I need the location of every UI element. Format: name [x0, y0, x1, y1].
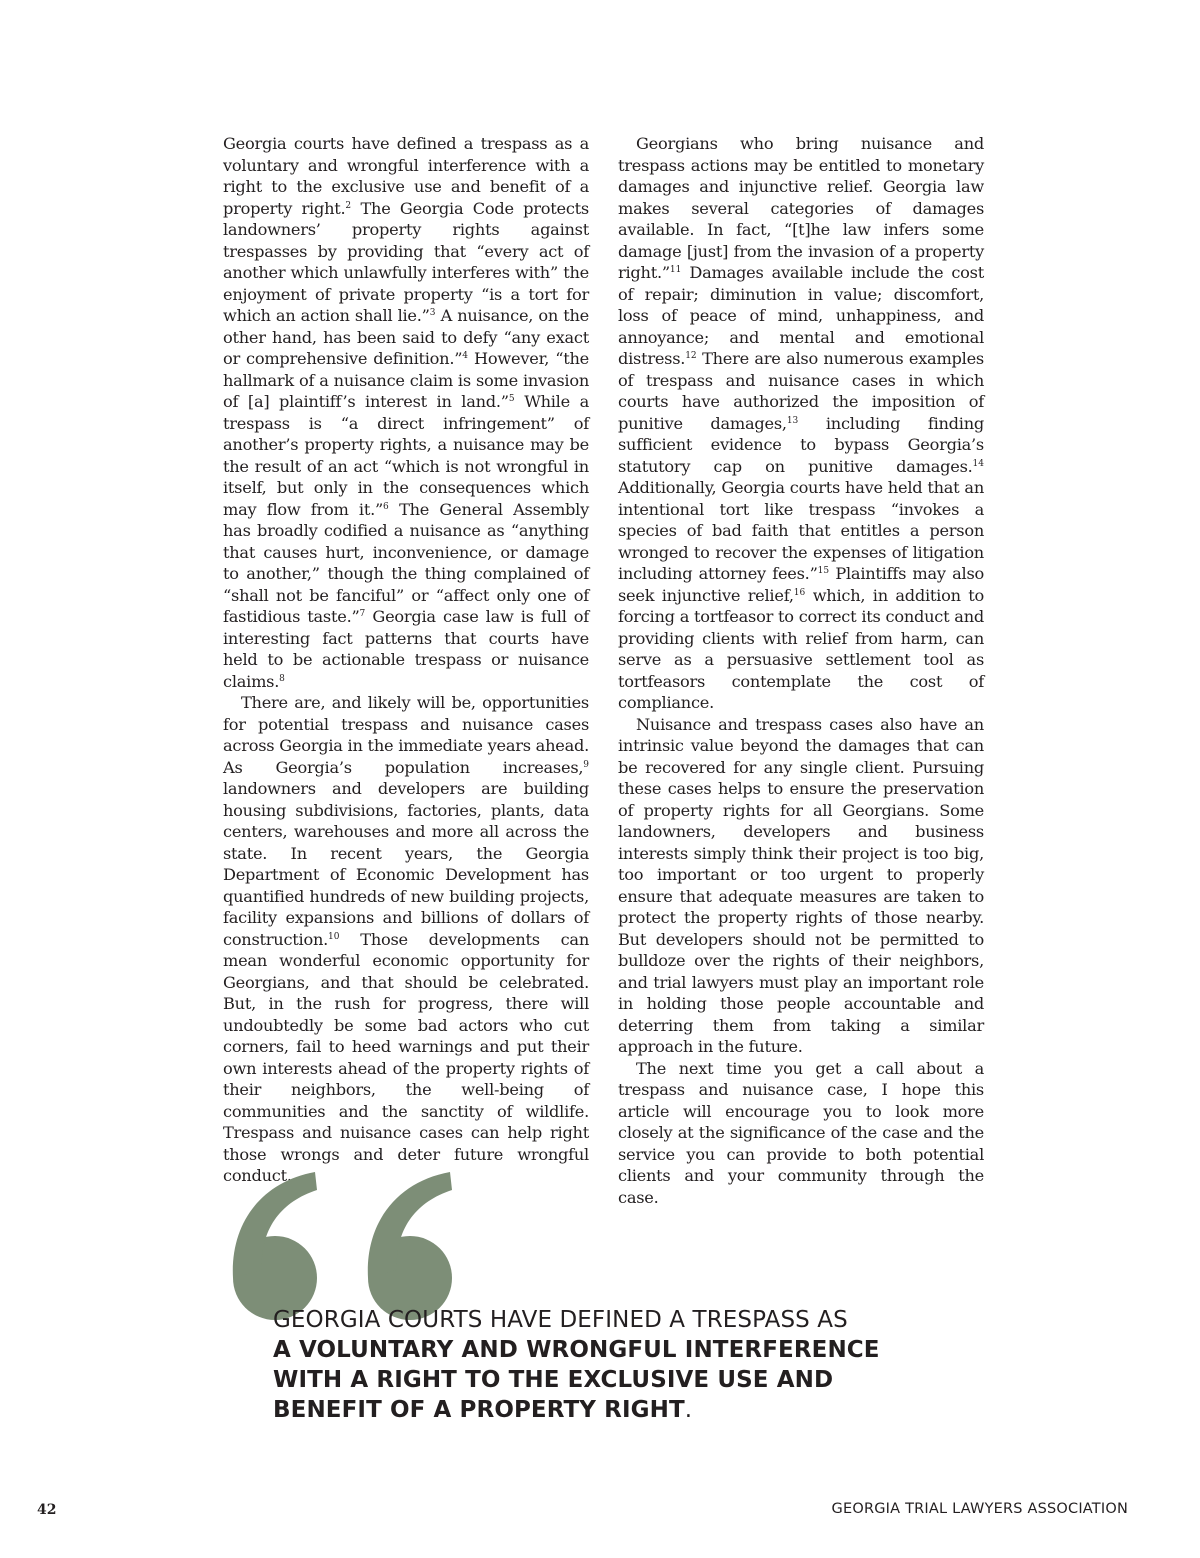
- footnote-ref: 11: [669, 265, 682, 275]
- footnote-ref: 4: [462, 351, 469, 361]
- page-number: 42: [37, 1502, 57, 1518]
- paragraph: The next time you get a call about a trespass and nuisance case, I hope this article will encourage you to look more closely at the significance of the case and the service you can provide to both potential clients and your community through the case.: [618, 1058, 984, 1207]
- footnote-ref: 2: [345, 200, 352, 211]
- footnote-ref: 8: [279, 673, 285, 684]
- paragraph: Georgia courts have defined a trespass as a voluntary and wrongful interference with a right to the exclusive use and benefit of a property right.$^2$ The Georgia Code protects landowners’ property rights against trespasses by providing that “every act of another which unlawfully interferes with” the enjoyment of private property “is a tort for which an action shall lie.”$^3$ A nuisance, on the other hand, has been said to defy “any exact or comprehensive definition.”$^4$ However, “the hallmark of a nuisance claim is some invasion of [a] plaintiff’s interest in land.”$^5$ While a trespass is “a direct infringement” of another’s property rights, a nuisance may be the result of an act “which is not wrongful in itself, but only in the consequences which may flow from it.”$^6$ The General Assembly has broadly codified a nuisance as “anything that causes hurt, inconvenience, or damage to another,” though the thing complained of “shall not be fanciful” or “affect only one of fastidious taste.”$^7$ Georgia case law is full of interesting fact patterns that courts have held to be actionable trespass or nuisance claims.$^8$: [223, 134, 590, 691]
- pull-quote-bold-text: A VOLUNTARY AND WRONGFUL INTERFERENCE WITH A RIGHT TO THE EXCLUSIVE USE AND BENEFIT OF A PROPERTY RIGHT: [273, 1337, 880, 1423]
- quote-mark-icon: [220, 1170, 460, 1320]
- footnote-ref: 16: [793, 587, 806, 598]
- paragraph: There are, and likely will be, opportunities for potential trespass and nuisance cases across Georgia in the immediate years ahead. As Georgia’s population increases,$^9$ landowners and developers are building housing subdivisions, factories, plants, data centers, warehouses and more all across the state. In recent years, the Georgia Department of Economic Development has quantified hundreds of new building projects, facility expansions and billions of dollars of construction.$^{10}$ Those developments can mean wonderful economic opportunity for Georgians, and that should be celebrated. But, in the rush for progress, there will undoubtedly be some bad actors who cut corners, fail to heed warnings and put their own interests ahead of the property rights of their neighbors, the well-being of communities and the sanctity of wildlife. Trespass and nuisance cases can help right those wrongs and deter future wrongful conduct.: [223, 693, 589, 1185]
- footnote-ref: 5: [508, 394, 515, 404]
- pull-quote-lead: GEORGIA COURTS HAVE DEFINED A TRESPASS AS: [273, 1307, 848, 1333]
- footnote-ref: 12: [685, 351, 697, 361]
- pull-quote-period: .: [684, 1397, 693, 1423]
- footnote-ref: 13: [786, 415, 799, 426]
- article-body: [223, 133, 984, 1208]
- paragraph: Georgians who bring nuisance and trespass actions may be entitled to monetary damages and injunctive relief. Georgia law makes several categories of damages available. In fact, “[t]he law infers some damage [just] from the invasion of a property right.”$^{11}$ Damages available include the cost of repair; diminution in value; discomfort, loss of peace of mind, unhappiness, and annoyance; and mental and emotional distress.$^{12}$ There are also numerous examples of trespass and nuisance cases in which courts have authorized the imposition of punitive damages,$^{13}$ including finding sufficient evidence to bypass Georgia’s statutory cap on punitive damages.$^{14}$ Additionally, Georgia courts have held that an intentional tort like trespass “invokes a species of bad faith that entitles a person wronged to recover the expenses of litigation including attorney fees.”$^{15}$ Plaintiffs may also seek injunctive relief,$^{16}$ which, in addition to forcing a tortfeasor to correct its conduct and providing clients with relief from harm, can serve as a persuasive settlement tool as tortfeasors contemplate the cost of compliance.: [618, 134, 985, 712]
- footnote-ref: 9: [583, 759, 589, 770]
- publication-name: GEORGIA TRIAL LAWYERS ASSOCIATION: [831, 1501, 1128, 1517]
- article-column-right: [618, 133, 984, 1208]
- quote-mark-left: [233, 1172, 317, 1320]
- pull-quote-emphasis: [273, 1335, 913, 1425]
- quote-mark-right: [368, 1172, 452, 1320]
- footnote-ref: 3: [429, 308, 436, 318]
- footnote-ref: 6: [383, 501, 389, 512]
- footnote-ref: 14: [972, 458, 984, 469]
- footnote-ref: 7: [359, 609, 366, 619]
- footnote-ref: 15: [817, 566, 830, 576]
- footnote-ref: 10: [328, 931, 340, 942]
- article-column-left: [223, 133, 589, 1208]
- paragraph: Nuisance and trespass cases also have an intrinsic value beyond the damages that can be recovered for any single client. Pursuing these cases helps to ensure the preservation of property rights for all Georgians. Some landowners, developers and business interests simply think their project is too big, too important or too urgent to properly ensure that adequate measures are taken to protect the property rights of those nearby. But developers should not be permitted to bulldoze over the rights of their neighbors, and trial lawyers must play an important role in holding those people accountable and deterring them from taking a similar approach in the future.: [618, 714, 984, 1056]
- pull-quote: [273, 1305, 913, 1425]
